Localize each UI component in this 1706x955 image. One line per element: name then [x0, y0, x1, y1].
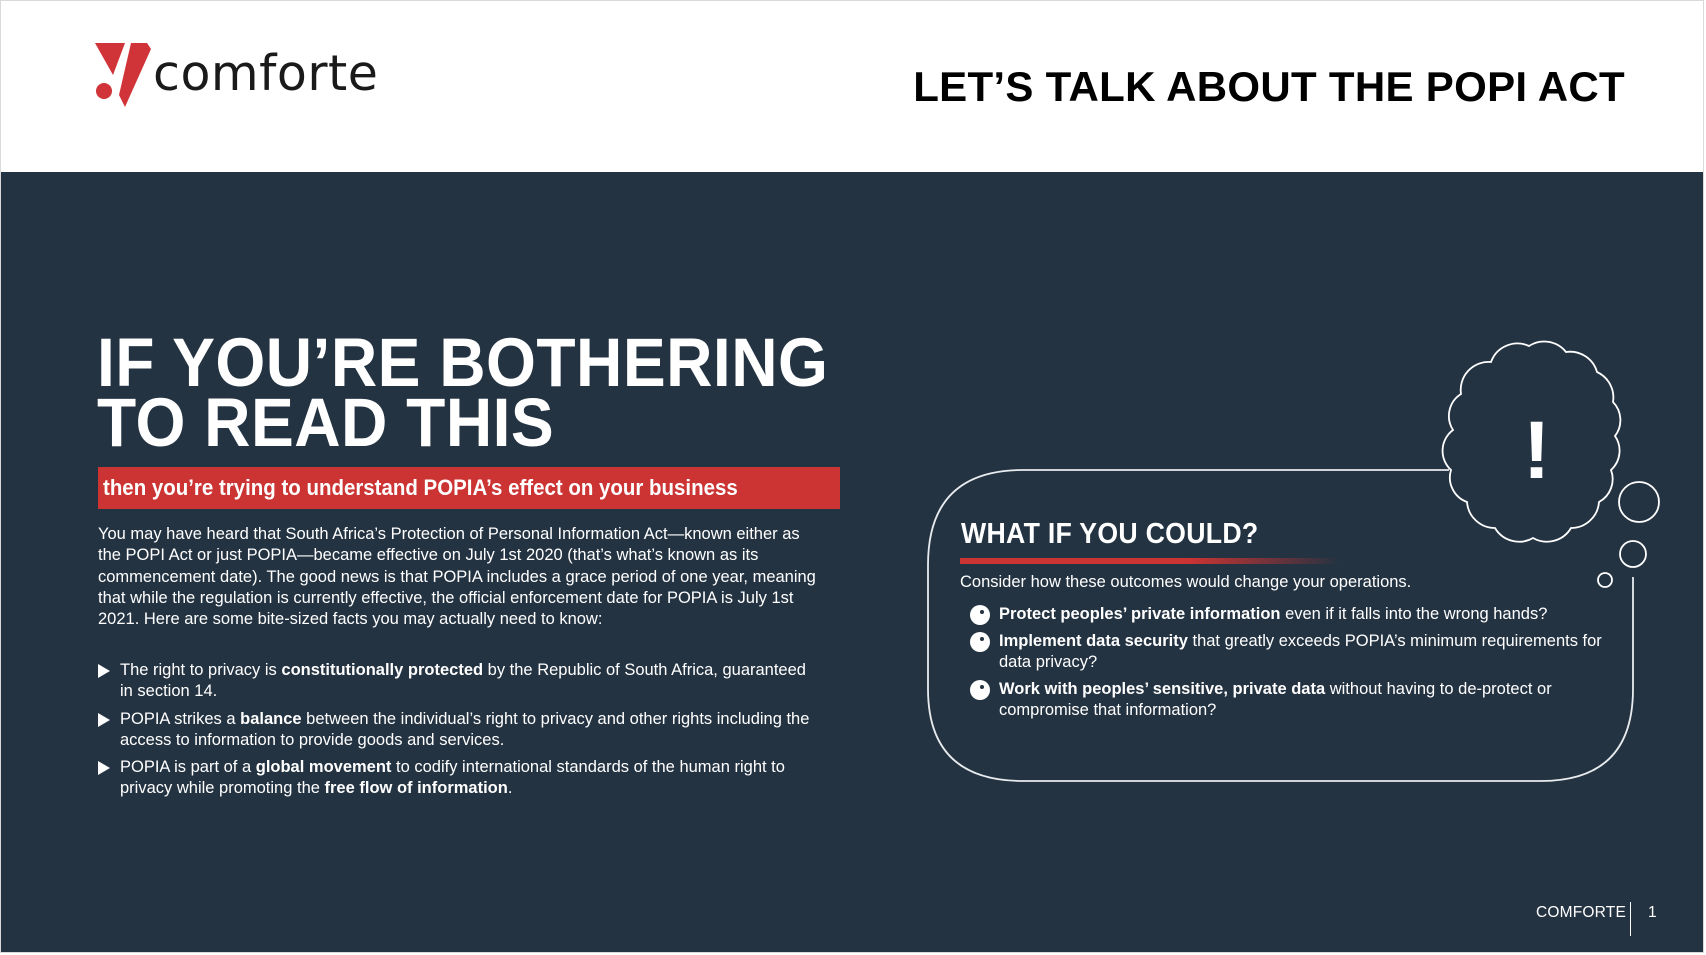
thought-cloud-icon — [1443, 342, 1659, 587]
title-underline — [960, 558, 1340, 564]
circle-bullet-icon — [970, 605, 990, 625]
logo-text: comforte — [153, 45, 379, 102]
callout-box-outline — [1, 172, 1704, 953]
outcomes-list — [970, 604, 1610, 727]
fact-item: POPIA strikes a balance between the individual’s right to privacy and other rights including the access to information to provide goods and services. — [98, 709, 818, 752]
circle-bullet-icon — [970, 680, 990, 700]
subheadline: then you’re trying to understand POPIA’s effect on your business — [103, 475, 738, 500]
header — [1, 1, 1703, 172]
page-number: 1 — [1648, 904, 1657, 921]
exclamation-icon: ! — [1523, 405, 1551, 496]
main-panel — [1, 172, 1703, 953]
intro-paragraph: You may have heard that South Africa’s Protection of Personal Information Act—known either as the POPI Act or just POPIA—became effective on July 1st 2020 (that’s what’s known as its commencement date). The good news is that POPIA includes a grace period of one year, meaning that while the regulation is currently effective, the official enforcement date for POPIA is July 1st 2021. Here are some bite-sized facts you may actually need to know: — [98, 525, 816, 629]
comforte-logo — [95, 41, 379, 111]
outcome-item: Work with peoples’ sensitive, private data without having to de-protect or compromise that information? — [970, 679, 1610, 721]
page-title: LET’S TALK ABOUT THE POPI ACT — [913, 63, 1625, 110]
footer-brand: COMFORTE — [1536, 904, 1627, 921]
footer-divider — [1630, 902, 1631, 936]
outcome-item: Implement data security that greatly exceeds POPIA’s minimum requirements for data privacy? — [970, 631, 1610, 673]
fact-item: The right to privacy is constitutionally protected by the Republic of South Africa, guaranteed in section 14. — [98, 660, 818, 703]
circle-bullet-icon — [970, 632, 990, 652]
headline-line-2: TO READ THIS — [97, 384, 555, 461]
callout-title: WHAT IF YOU COULD? — [961, 518, 1259, 550]
callout-intro: Consider how these outcomes would change your operations. — [960, 573, 1412, 591]
fact-item: POPIA is part of a global movement to codify international standards of the human right to privacy while promoting the free flow of information. — [98, 757, 818, 800]
headline-line-1: IF YOU’RE BOTHERING — [97, 324, 829, 401]
comforte-logo-mark-icon — [95, 41, 151, 109]
outcome-item: Protect peoples’ private information even if it falls into the wrong hands? — [970, 604, 1610, 625]
